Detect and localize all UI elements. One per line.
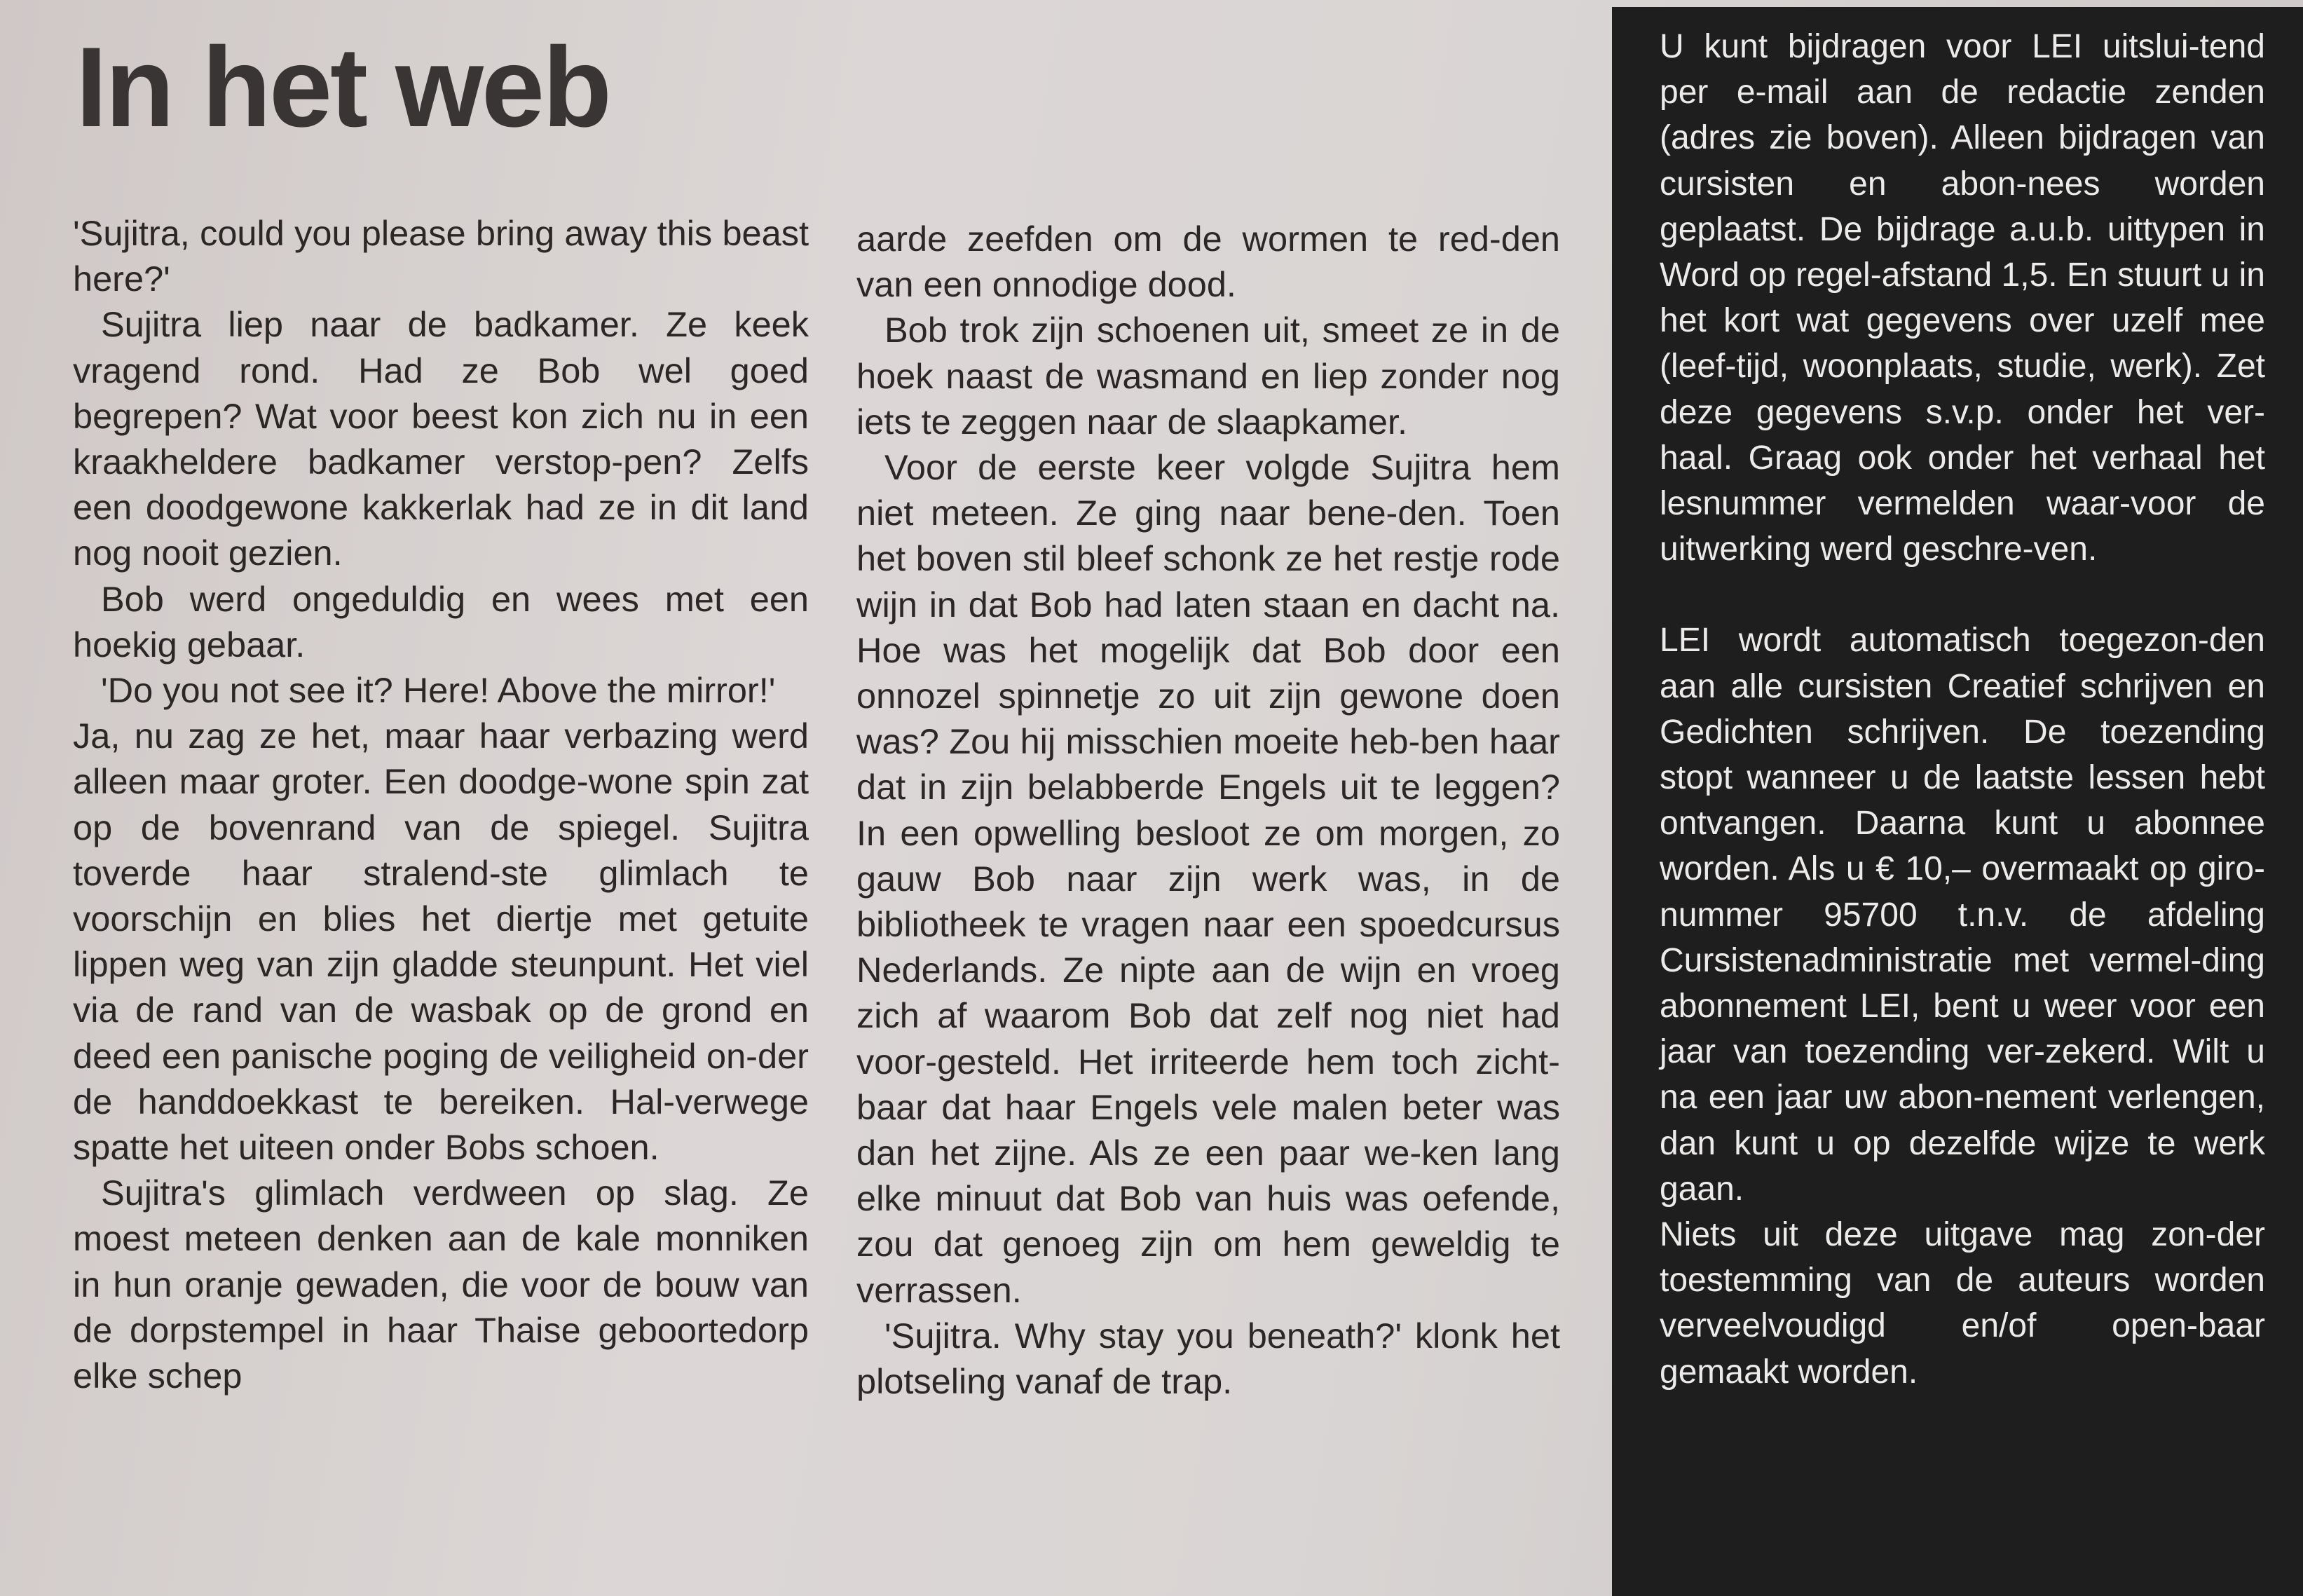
sidebar-paragraph-copyright: Niets uit deze uitgave mag zon-der toestemming van de auteurs worden verveelvoudigd en/of open-baar gemaakt worden. bbox=[1660, 1216, 2265, 1391]
sidebar-paragraph-subscription: LEI wordt automatisch toegezon-den aan alle cursisten Creatief schrijven en Gedichten schrijven. De toezending stopt wanneer u de laatste lessen hebt ontvangen. Daarna kunt u abonnee worden. Als u € 10,– overmaakt op giro-nummer 95700 t.n.v. de afdeling Cursistenadministratie met vermel-ding abonnement LEI, bent u weer voor een jaar van toezending ver-zekerd. Wilt u na een jaar uw abon-nement verlengen, dan kunt u op dezelfde wijze te werk gaan. bbox=[1660, 622, 2265, 1208]
article-column-1 bbox=[73, 210, 809, 1398]
sidebar-paragraph-submissions: U kunt bijdragen voor LEI uitslui-tend per e-mail aan de redactie zenden (adres zie boven). Alleen bijdragen van cursisten en abon-nees worden geplaatst. De bijdrage a.u.b. uittypen in Word op regel-afstand 1,5. En stuurt u in het kort wat gegevens over uzelf mee (leef-tijd, woonplaats, studie, werk). Zet deze gegevens s.v.p. onder het ver-haal. Graag ook onder het verhaal het lesnummer vermelden waar-voor de uitwerking werd geschre-ven. bbox=[1660, 28, 2265, 568]
paragraph: 'Sujitra. Why stay you beneath?' klonk het plotseling vanaf de trap. bbox=[856, 1315, 1560, 1402]
paragraph: Ja, nu zag ze het, maar haar verbazing werd alleen maar groter. Een doodge-wone spin zat op de bovenrand van de spiegel. Sujitra toverde haar stralend-ste glimlach te voorschijn en blies het diertje met getuite lippen weg van zijn gladde steunpunt. Het viel via de rand van de wasbak op de grond en deed een panische poging de veiligheid on-der de handdoekkast te bereiken. Hal-verwege spatte het uiteen onder Bobs schoen. bbox=[73, 716, 809, 1168]
paragraph: Sujitra's glimlach verdween op slag. Ze moest meteen denken aan de kale monniken in hun oranje gewaden, die voor de bouw van de dorpstempel in haar Thaise geboortedorp elke schep bbox=[73, 1173, 809, 1396]
paragraph: 'Do you not see it? Here! Above the mirror!' bbox=[101, 670, 776, 711]
info-sidebar bbox=[1612, 7, 2303, 1596]
paragraph: 'Sujitra, could you please bring away this beast here?' bbox=[73, 213, 809, 299]
article-title: In het web bbox=[76, 24, 610, 151]
paragraph: Sujitra liep naar de badkamer. Ze keek vragend rond. Had ze Bob wel goed begrepen? Wat voor beest kon zich nu in een kraakheldere badkamer verstop-pen? Zelfs een doodgewone kakkerlak had ze in dit land nog nooit gezien. bbox=[73, 304, 809, 573]
paragraph: Bob trok zijn schoenen uit, smeet ze in de hoek naast de wasmand en liep zonder nog iets te zeggen naar de slaapkamer. bbox=[856, 310, 1560, 442]
paragraph: Bob werd ongeduldig en wees met een hoekig gebaar. bbox=[73, 578, 809, 664]
paragraph: aarde zeefden om de wormen te red-den van een onnodige dood. bbox=[856, 219, 1560, 305]
article-column-2 bbox=[856, 216, 1560, 1404]
info-sidebar-text bbox=[1660, 24, 2265, 1395]
paragraph: Voor de eerste keer volgde Sujitra hem niet meteen. Ze ging naar bene-den. Toen het boven stil bleef schonk ze het restje rode wijn in dat Bob had laten staan en dacht na. Hoe was het mogelijk dat Bob door een onnozel spinnetje zo uit zijn gewone doen was? Zou hij misschien moeite heb-ben haar dat in zijn belabberde Engels uit te leggen? In een opwelling besloot ze om morgen, zo gauw Bob naar zijn werk was, in de bibliotheek te vragen naar een spoedcursus Nederlands. Ze nipte aan de wijn en vroeg zich af waarom Bob dat zelf nog niet had voor-gesteld. Het irriteerde hem toch zicht-baar dat haar Engels vele malen beter was dan het zijne. Als ze een paar we-ken lang elke minuut dat Bob van huis was oefende, zou dat genoeg zijn om hem geweldig te verrassen. bbox=[856, 447, 1560, 1310]
bleed-through-shadow bbox=[855, 0, 1591, 161]
